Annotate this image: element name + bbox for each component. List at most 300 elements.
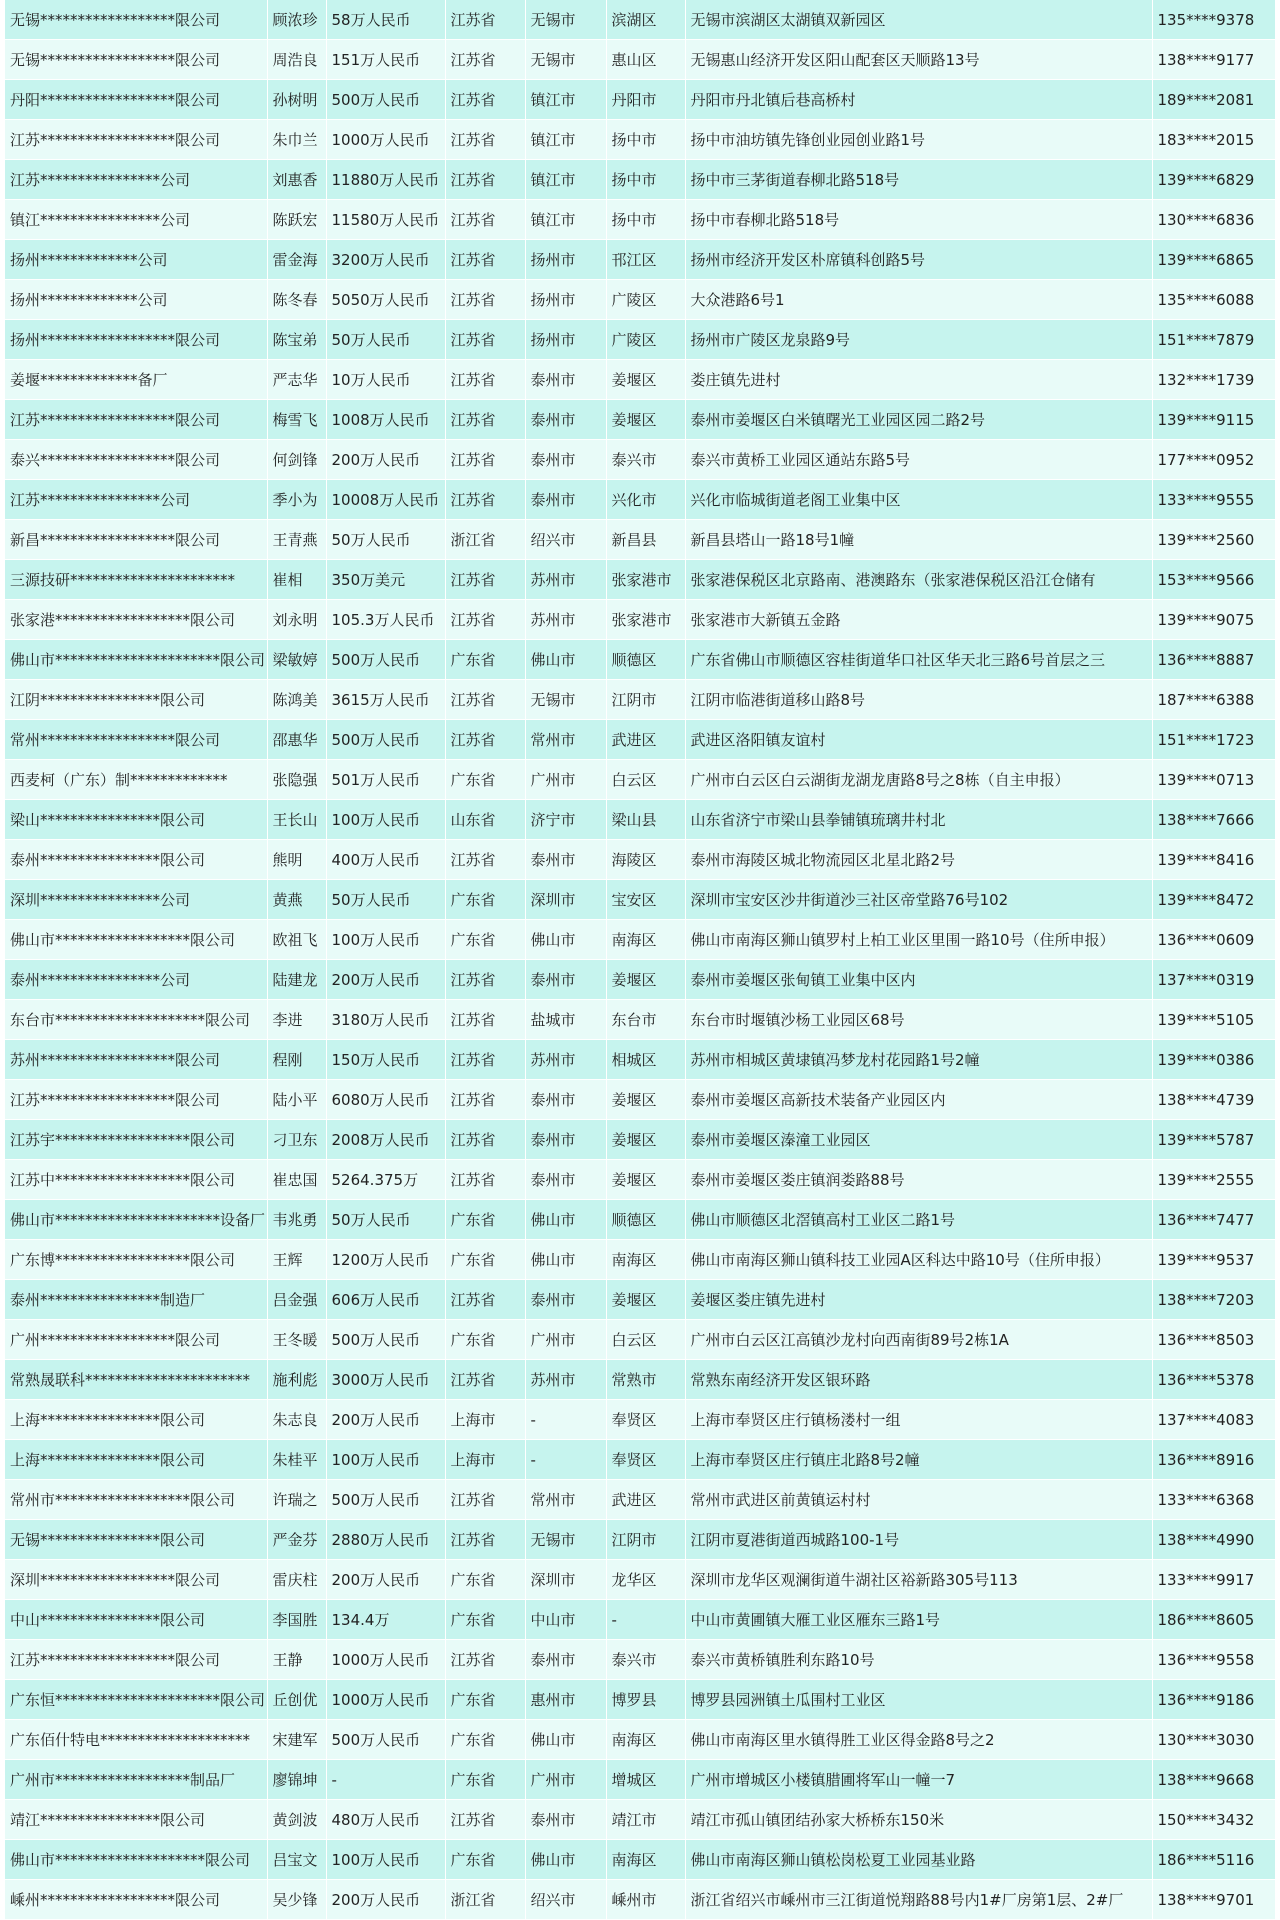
province-cell: 江苏省 — [445, 1520, 525, 1560]
table-row — [5, 40, 1275, 80]
contact-person-cell: 廖锦坤 — [267, 1760, 326, 1800]
city-cell: - — [525, 1440, 606, 1480]
contact-person-cell: 施利彪 — [267, 1360, 326, 1400]
contact-person-cell: 陈宝弟 — [267, 320, 326, 360]
company-name-cell: 佛山市**********************限公司 — [5, 640, 267, 680]
city-cell: 中山市 — [525, 1600, 606, 1640]
registered-capital-cell: 100万人民币 — [326, 1840, 445, 1880]
registered-capital-cell: 500万人民币 — [326, 80, 445, 120]
registered-capital-cell: 5050万人民币 — [326, 280, 445, 320]
address-cell: 浙江省绍兴市嵊州市三江街道悦翔路88号内1#厂房第1层、2#厂 — [685, 1880, 1152, 1920]
province-cell: 广东省 — [445, 1320, 525, 1360]
address-cell: 广州市白云区江高镇沙龙村向西南街89号2栋1A — [685, 1320, 1152, 1360]
district-cell: 嵊州市 — [606, 1880, 685, 1920]
address-cell: 江阴市临港街道移山路8号 — [685, 680, 1152, 720]
registered-capital-cell: 500万人民币 — [326, 1480, 445, 1520]
contact-person-cell: 熊明 — [267, 840, 326, 880]
company-name-cell: 泰州****************限公司 — [5, 840, 267, 880]
address-cell: 武进区洛阳镇友谊村 — [685, 720, 1152, 760]
phone-cell: 139****2560 — [1152, 520, 1275, 560]
city-cell: 泰州市 — [525, 360, 606, 400]
registered-capital-cell: 50万人民币 — [326, 520, 445, 560]
table-row — [5, 1720, 1275, 1760]
address-cell: 深圳市龙华区观澜街道牛湖社区裕新路305号113 — [685, 1560, 1152, 1600]
company-name-cell: 泰州****************制造厂 — [5, 1280, 267, 1320]
district-cell: 南海区 — [606, 1720, 685, 1760]
registered-capital-cell: - — [326, 1760, 445, 1800]
address-cell: 扬州市经济开发区朴席镇科创路5号 — [685, 240, 1152, 280]
company-name-cell: 常熟晟联科********************** — [5, 1360, 267, 1400]
city-cell: 泰州市 — [525, 400, 606, 440]
city-cell: 佛山市 — [525, 640, 606, 680]
city-cell: 苏州市 — [525, 1360, 606, 1400]
province-cell: 江苏省 — [445, 1160, 525, 1200]
registered-capital-cell: 2008万人民币 — [326, 1120, 445, 1160]
table-row — [5, 280, 1275, 320]
city-cell: 扬州市 — [525, 280, 606, 320]
registered-capital-cell: 50万人民币 — [326, 1200, 445, 1240]
address-cell: 上海市奉贤区庄行镇庄北路8号2幢 — [685, 1440, 1152, 1480]
district-cell: 江阴市 — [606, 680, 685, 720]
phone-cell: 136****9558 — [1152, 1640, 1275, 1680]
province-cell: 江苏省 — [445, 240, 525, 280]
table-row — [5, 880, 1275, 920]
company-name-cell: 镇江****************公司 — [5, 200, 267, 240]
address-cell: 泰州市姜堰区白米镇曙光工业园区园二路2号 — [685, 400, 1152, 440]
district-cell: 顺德区 — [606, 640, 685, 680]
company-name-cell: 江苏中******************限公司 — [5, 1160, 267, 1200]
registered-capital-cell: 1008万人民币 — [326, 400, 445, 440]
district-cell: 东台市 — [606, 1000, 685, 1040]
company-name-cell: 广州******************限公司 — [5, 1320, 267, 1360]
province-cell: 江苏省 — [445, 1280, 525, 1320]
registered-capital-cell: 11580万人民币 — [326, 200, 445, 240]
city-cell: 广州市 — [525, 760, 606, 800]
company-name-cell: 佛山市******************限公司 — [5, 920, 267, 960]
district-cell: 滨湖区 — [606, 0, 685, 40]
phone-cell: 136****7477 — [1152, 1200, 1275, 1240]
province-cell: 江苏省 — [445, 960, 525, 1000]
contact-person-cell: 雷庆柱 — [267, 1560, 326, 1600]
phone-cell: 133****9917 — [1152, 1560, 1275, 1600]
district-cell: 兴化市 — [606, 480, 685, 520]
registered-capital-cell: 105.3万人民币 — [326, 600, 445, 640]
registered-capital-cell: 3615万人民币 — [326, 680, 445, 720]
registered-capital-cell: 50万人民币 — [326, 320, 445, 360]
registered-capital-cell: 1000万人民币 — [326, 1680, 445, 1720]
phone-cell: 137****4083 — [1152, 1400, 1275, 1440]
province-cell: 江苏省 — [445, 1480, 525, 1520]
contact-person-cell: 陈跃宏 — [267, 200, 326, 240]
company-name-cell: 江苏宇******************限公司 — [5, 1120, 267, 1160]
address-cell: 江阴市夏港街道西城路100-1号 — [685, 1520, 1152, 1560]
company-name-cell: 常州市******************限公司 — [5, 1480, 267, 1520]
table-row — [5, 720, 1275, 760]
company-name-cell: 扬州*************公司 — [5, 240, 267, 280]
registered-capital-cell: 10万人民币 — [326, 360, 445, 400]
table-row — [5, 1320, 1275, 1360]
city-cell: 泰州市 — [525, 960, 606, 1000]
contact-person-cell: 朱志良 — [267, 1400, 326, 1440]
district-cell: 邗江区 — [606, 240, 685, 280]
company-name-cell: 东台市********************限公司 — [5, 1000, 267, 1040]
province-cell: 广东省 — [445, 640, 525, 680]
address-cell: 泰兴市黄桥工业园区通站东路5号 — [685, 440, 1152, 480]
district-cell: 扬中市 — [606, 160, 685, 200]
address-cell: 无锡惠山经济开发区阳山配套区天顺路13号 — [685, 40, 1152, 80]
contact-person-cell: 朱桂平 — [267, 1440, 326, 1480]
address-cell: 大众港路6号1 — [685, 280, 1152, 320]
district-cell: 广陵区 — [606, 280, 685, 320]
address-cell: 广东省佛山市顺德区容桂街道华口社区华天北三路6号首层之三 — [685, 640, 1152, 680]
province-cell: 江苏省 — [445, 600, 525, 640]
address-cell: 扬中市三茅街道春柳北路518号 — [685, 160, 1152, 200]
province-cell: 山东省 — [445, 800, 525, 840]
registered-capital-cell: 100万人民币 — [326, 1440, 445, 1480]
registered-capital-cell: 6080万人民币 — [326, 1080, 445, 1120]
contact-person-cell: 王青燕 — [267, 520, 326, 560]
district-cell: 姜堰区 — [606, 1080, 685, 1120]
address-cell: 靖江市孤山镇团结孙家大桥桥东150米 — [685, 1800, 1152, 1840]
phone-cell: 139****0713 — [1152, 760, 1275, 800]
table-row — [5, 200, 1275, 240]
registered-capital-cell: 10008万人民币 — [326, 480, 445, 520]
table-row — [5, 1560, 1275, 1600]
district-cell: 姜堰区 — [606, 400, 685, 440]
province-cell: 江苏省 — [445, 440, 525, 480]
district-cell: 泰兴市 — [606, 1640, 685, 1680]
phone-cell: 138****4739 — [1152, 1080, 1275, 1120]
company-name-cell: 张家港******************限公司 — [5, 600, 267, 640]
province-cell: 广东省 — [445, 1560, 525, 1600]
table-row — [5, 1280, 1275, 1320]
province-cell: 江苏省 — [445, 840, 525, 880]
district-cell: 龙华区 — [606, 1560, 685, 1600]
address-cell: 常熟东南经济开发区银环路 — [685, 1360, 1152, 1400]
phone-cell: 186****8605 — [1152, 1600, 1275, 1640]
address-cell: 扬中市春柳北路518号 — [685, 200, 1152, 240]
registered-capital-cell: 1200万人民币 — [326, 1240, 445, 1280]
district-cell: 奉贤区 — [606, 1440, 685, 1480]
phone-cell: 132****1739 — [1152, 360, 1275, 400]
city-cell: 泰州市 — [525, 480, 606, 520]
address-cell: 佛山市南海区狮山镇松岗松夏工业园基业路 — [685, 1840, 1152, 1880]
company-name-cell: 广东博******************限公司 — [5, 1240, 267, 1280]
city-cell: 镇江市 — [525, 200, 606, 240]
phone-cell: 138****9668 — [1152, 1760, 1275, 1800]
province-cell: 广东省 — [445, 1600, 525, 1640]
phone-cell: 138****9177 — [1152, 40, 1275, 80]
company-name-cell: 广东佰什特电******************** — [5, 1720, 267, 1760]
contact-person-cell: 王长山 — [267, 800, 326, 840]
registered-capital-cell: 58万人民币 — [326, 0, 445, 40]
table-row — [5, 1000, 1275, 1040]
registered-capital-cell: 500万人民币 — [326, 720, 445, 760]
company-name-cell: 西麦柯（广东）制************* — [5, 760, 267, 800]
table-row — [5, 840, 1275, 880]
registered-capital-cell: 200万人民币 — [326, 1400, 445, 1440]
company-name-cell: 无锡******************限公司 — [5, 40, 267, 80]
company-name-cell: 扬州*************公司 — [5, 280, 267, 320]
phone-cell: 139****0386 — [1152, 1040, 1275, 1080]
address-cell: 泰州市姜堰区高新技术装备产业园区内 — [685, 1080, 1152, 1120]
company-name-cell: 常州******************限公司 — [5, 720, 267, 760]
registered-capital-cell: 1000万人民币 — [326, 1640, 445, 1680]
contact-person-cell: 王静 — [267, 1640, 326, 1680]
table-row — [5, 400, 1275, 440]
city-cell: 惠州市 — [525, 1680, 606, 1720]
company-name-cell: 佛山市**********************设备厂 — [5, 1200, 267, 1240]
company-name-cell: 江苏******************限公司 — [5, 1640, 267, 1680]
phone-cell: 177****0952 — [1152, 440, 1275, 480]
phone-cell: 139****6829 — [1152, 160, 1275, 200]
phone-cell: 139****8416 — [1152, 840, 1275, 880]
table-row — [5, 1440, 1275, 1480]
province-cell: 广东省 — [445, 880, 525, 920]
company-name-cell: 江苏******************限公司 — [5, 400, 267, 440]
contact-person-cell: 丘创优 — [267, 1680, 326, 1720]
phone-cell: 133****6368 — [1152, 1480, 1275, 1520]
contact-person-cell: 梅雪飞 — [267, 400, 326, 440]
contact-person-cell: 陈鸿美 — [267, 680, 326, 720]
company-name-cell: 中山****************限公司 — [5, 1600, 267, 1640]
city-cell: 广州市 — [525, 1760, 606, 1800]
province-cell: 上海市 — [445, 1440, 525, 1480]
province-cell: 江苏省 — [445, 360, 525, 400]
registered-capital-cell: 501万人民币 — [326, 760, 445, 800]
contact-person-cell: 黄剑波 — [267, 1800, 326, 1840]
phone-cell: 186****5116 — [1152, 1840, 1275, 1880]
contact-person-cell: 王辉 — [267, 1240, 326, 1280]
city-cell: 扬州市 — [525, 320, 606, 360]
district-cell: 姜堰区 — [606, 1120, 685, 1160]
phone-cell: 139****5105 — [1152, 1000, 1275, 1040]
city-cell: 绍兴市 — [525, 520, 606, 560]
address-cell: 佛山市顺德区北滘镇高村工业区二路1号 — [685, 1200, 1152, 1240]
registered-capital-cell: 3000万人民币 — [326, 1360, 445, 1400]
city-cell: 泰州市 — [525, 1280, 606, 1320]
company-name-cell: 江阴****************限公司 — [5, 680, 267, 720]
phone-cell: 139****2555 — [1152, 1160, 1275, 1200]
contact-person-cell: 周浩良 — [267, 40, 326, 80]
province-cell: 江苏省 — [445, 400, 525, 440]
registered-capital-cell: 350万美元 — [326, 560, 445, 600]
phone-cell: 189****2081 — [1152, 80, 1275, 120]
phone-cell: 137****0319 — [1152, 960, 1275, 1000]
district-cell: 姜堰区 — [606, 1280, 685, 1320]
table-row — [5, 1480, 1275, 1520]
city-cell: 无锡市 — [525, 1520, 606, 1560]
phone-cell: 138****4990 — [1152, 1520, 1275, 1560]
province-cell: 江苏省 — [445, 1640, 525, 1680]
company-name-cell: 扬州******************限公司 — [5, 320, 267, 360]
registered-capital-cell: 50万人民币 — [326, 880, 445, 920]
table-row — [5, 320, 1275, 360]
address-cell: 无锡市滨湖区太湖镇双新园区 — [685, 0, 1152, 40]
province-cell: 广东省 — [445, 1200, 525, 1240]
contact-person-cell: 崔相 — [267, 560, 326, 600]
address-cell: 泰州市姜堰区溱潼工业园区 — [685, 1120, 1152, 1160]
province-cell: 广东省 — [445, 760, 525, 800]
registered-capital-cell: 100万人民币 — [326, 920, 445, 960]
phone-cell: 153****9566 — [1152, 560, 1275, 600]
address-cell: 泰州市姜堰区娄庄镇润娄路88号 — [685, 1160, 1152, 1200]
district-cell: 奉贤区 — [606, 1400, 685, 1440]
contact-person-cell: 严金芬 — [267, 1520, 326, 1560]
contact-person-cell: 雷金海 — [267, 240, 326, 280]
phone-cell: 136****8916 — [1152, 1440, 1275, 1480]
company-name-cell: 江苏******************限公司 — [5, 1080, 267, 1120]
company-name-cell: 无锡******************限公司 — [5, 0, 267, 40]
phone-cell: 183****2015 — [1152, 120, 1275, 160]
city-cell: 泰州市 — [525, 840, 606, 880]
city-cell: 扬州市 — [525, 240, 606, 280]
city-cell: 无锡市 — [525, 0, 606, 40]
province-cell: 江苏省 — [445, 80, 525, 120]
registered-capital-cell: 200万人民币 — [326, 440, 445, 480]
table-row — [5, 1800, 1275, 1840]
phone-cell: 139****8472 — [1152, 880, 1275, 920]
district-cell: 南海区 — [606, 1240, 685, 1280]
table-row — [5, 160, 1275, 200]
contact-person-cell: 刘永明 — [267, 600, 326, 640]
table-row — [5, 440, 1275, 480]
table-row — [5, 920, 1275, 960]
district-cell: 张家港市 — [606, 560, 685, 600]
province-cell: 广东省 — [445, 1720, 525, 1760]
table-row — [5, 1880, 1275, 1920]
city-cell: 佛山市 — [525, 1840, 606, 1880]
phone-cell: 136****8503 — [1152, 1320, 1275, 1360]
contact-person-cell: 季小为 — [267, 480, 326, 520]
address-cell: 扬州市广陵区龙泉路9号 — [685, 320, 1152, 360]
phone-cell: 135****6088 — [1152, 280, 1275, 320]
table-row — [5, 1400, 1275, 1440]
table-row — [5, 560, 1275, 600]
table-row — [5, 1200, 1275, 1240]
registered-capital-cell: 200万人民币 — [326, 960, 445, 1000]
address-cell: 广州市白云区白云湖街龙湖龙唐路8号之8栋（自主申报） — [685, 760, 1152, 800]
city-cell: 泰州市 — [525, 1800, 606, 1840]
district-cell: 白云区 — [606, 760, 685, 800]
contact-person-cell: 吴少锋 — [267, 1880, 326, 1920]
address-cell: 张家港保税区北京路南、港澳路东（张家港保税区沿江仓储有 — [685, 560, 1152, 600]
province-cell: 广东省 — [445, 920, 525, 960]
address-cell: 深圳市宝安区沙井街道沙三社区帝堂路76号102 — [685, 880, 1152, 920]
contact-person-cell: 李进 — [267, 1000, 326, 1040]
company-name-cell: 泰州****************公司 — [5, 960, 267, 1000]
table-row — [5, 480, 1275, 520]
table-row — [5, 80, 1275, 120]
district-cell: 常熟市 — [606, 1360, 685, 1400]
table-row — [5, 960, 1275, 1000]
province-cell: 浙江省 — [445, 1880, 525, 1920]
contact-person-cell: 张隐强 — [267, 760, 326, 800]
address-cell: 扬中市油坊镇先锋创业园创业路1号 — [685, 120, 1152, 160]
province-cell: 江苏省 — [445, 120, 525, 160]
company-name-cell: 无锡****************限公司 — [5, 1520, 267, 1560]
registered-capital-cell: 480万人民币 — [326, 1800, 445, 1840]
table-row — [5, 240, 1275, 280]
company-name-cell: 佛山市********************限公司 — [5, 1840, 267, 1880]
province-cell: 广东省 — [445, 1840, 525, 1880]
contact-person-cell: 朱巾兰 — [267, 120, 326, 160]
city-cell: 苏州市 — [525, 560, 606, 600]
registered-capital-cell: 11880万人民币 — [326, 160, 445, 200]
city-cell: 佛山市 — [525, 1720, 606, 1760]
province-cell: 江苏省 — [445, 480, 525, 520]
table-row — [5, 360, 1275, 400]
registered-capital-cell: 3200万人民币 — [326, 240, 445, 280]
table-row — [5, 680, 1275, 720]
address-cell: 佛山市南海区里水镇得胜工业区得金路8号之2 — [685, 1720, 1152, 1760]
city-cell: 镇江市 — [525, 160, 606, 200]
registered-capital-cell: 1000万人民币 — [326, 120, 445, 160]
district-cell: 宝安区 — [606, 880, 685, 920]
phone-cell: 138****9701 — [1152, 1880, 1275, 1920]
province-cell: 江苏省 — [445, 1040, 525, 1080]
contact-person-cell: 吕金强 — [267, 1280, 326, 1320]
company-name-cell: 上海****************限公司 — [5, 1400, 267, 1440]
address-cell: 佛山市南海区狮山镇罗村上柏工业区里围一路10号（住所申报） — [685, 920, 1152, 960]
district-cell: 顺德区 — [606, 1200, 685, 1240]
address-cell: 苏州市相城区黄埭镇冯梦龙村花园路1号2幢 — [685, 1040, 1152, 1080]
city-cell: 泰州市 — [525, 1160, 606, 1200]
district-cell: 南海区 — [606, 1840, 685, 1880]
address-cell: 佛山市南海区狮山镇科技工业园A区科达中路10号（住所申报） — [685, 1240, 1152, 1280]
phone-cell: 139****5787 — [1152, 1120, 1275, 1160]
company-name-cell: 泰兴******************限公司 — [5, 440, 267, 480]
city-cell: 常州市 — [525, 720, 606, 760]
province-cell: 江苏省 — [445, 1800, 525, 1840]
district-cell: 姜堰区 — [606, 1160, 685, 1200]
phone-cell: 136****8887 — [1152, 640, 1275, 680]
district-cell: 广陵区 — [606, 320, 685, 360]
district-cell: 泰兴市 — [606, 440, 685, 480]
province-cell: 江苏省 — [445, 320, 525, 360]
city-cell: 镇江市 — [525, 80, 606, 120]
table-row — [5, 1160, 1275, 1200]
phone-cell: 135****9378 — [1152, 0, 1275, 40]
district-cell: 南海区 — [606, 920, 685, 960]
phone-cell: 139****6865 — [1152, 240, 1275, 280]
company-name-cell: 三源技研********************** — [5, 560, 267, 600]
registered-capital-cell: 606万人民币 — [326, 1280, 445, 1320]
registered-capital-cell: 500万人民币 — [326, 1720, 445, 1760]
phone-cell: 130****3030 — [1152, 1720, 1275, 1760]
address-cell: 泰州市海陵区城北物流园区北星北路2号 — [685, 840, 1152, 880]
district-cell: 武进区 — [606, 1480, 685, 1520]
city-cell: 佛山市 — [525, 920, 606, 960]
city-cell: 泰州市 — [525, 1080, 606, 1120]
contact-person-cell: 崔忠国 — [267, 1160, 326, 1200]
phone-cell: 139****9075 — [1152, 600, 1275, 640]
registered-capital-cell: 150万人民币 — [326, 1040, 445, 1080]
province-cell: 江苏省 — [445, 1080, 525, 1120]
address-cell: 泰兴市黄桥镇胜利东路10号 — [685, 1640, 1152, 1680]
phone-cell: 130****6836 — [1152, 200, 1275, 240]
registered-capital-cell: 400万人民币 — [326, 840, 445, 880]
province-cell: 江苏省 — [445, 720, 525, 760]
contact-person-cell: 许瑞之 — [267, 1480, 326, 1520]
phone-cell: 151****7879 — [1152, 320, 1275, 360]
company-name-cell: 苏州******************限公司 — [5, 1040, 267, 1080]
table-row — [5, 800, 1275, 840]
table-row — [5, 1840, 1275, 1880]
contact-person-cell: 王冬暖 — [267, 1320, 326, 1360]
address-cell: 中山市黄圃镇大雁工业区雁东三路1号 — [685, 1600, 1152, 1640]
city-cell: 佛山市 — [525, 1240, 606, 1280]
